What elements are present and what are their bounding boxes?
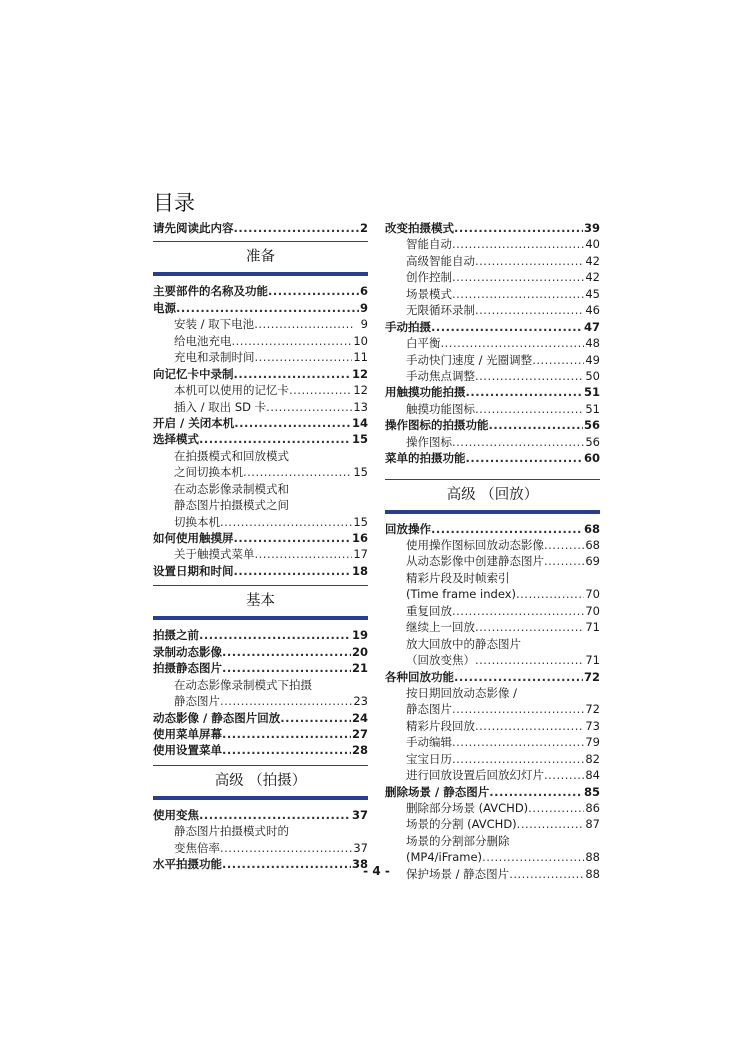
- toc-entry[interactable]: [153, 660, 368, 676]
- toc-entry-title: 录制动态影像: [153, 644, 222, 659]
- dot-leader: [452, 434, 584, 450]
- dot-leader: [454, 220, 583, 236]
- toc-entry-title: 使用设置菜单: [153, 743, 222, 758]
- toc-entry-title: (MP4/iFrame): [406, 850, 483, 865]
- dot-leader: [289, 382, 352, 398]
- toc-entry-title: 给电池充电: [174, 333, 232, 348]
- toc-entry-page: 47: [583, 319, 600, 334]
- toc-entry-title: 开启 / 关闭本机: [153, 415, 235, 430]
- toc-entry-page: 73: [585, 718, 600, 733]
- dot-leader: [544, 553, 584, 569]
- toc-entry-page: 40: [585, 237, 600, 252]
- dot-leader: [475, 619, 584, 635]
- toc-entry-title: 操作图标的拍摄功能: [385, 418, 489, 433]
- toc-entry-title: (Time frame index): [406, 587, 516, 602]
- toc-entry[interactable]: [385, 352, 600, 368]
- toc-entry[interactable]: [153, 693, 368, 709]
- dot-leader: [489, 784, 583, 800]
- toc-entry-title: 从动态影像中创建静态图片: [406, 554, 544, 569]
- toc-entry-page: 68: [585, 538, 600, 552]
- toc-entry-page: 15: [353, 465, 368, 480]
- toc-entry-page: 6: [359, 284, 368, 299]
- dot-leader: [243, 464, 352, 480]
- toc-entry[interactable]: [153, 382, 368, 398]
- toc-entry-title: 静态图片拍摄模式之间: [174, 498, 289, 513]
- toc-entry-continued: [153, 448, 368, 464]
- dot-leader: [452, 236, 584, 252]
- dot-leader: [452, 701, 584, 717]
- toc-entry-title: 使用变焦: [153, 807, 199, 822]
- dot-leader: [268, 283, 359, 299]
- toc-entry-page: 11: [353, 350, 368, 365]
- dot-leader: [234, 366, 351, 382]
- toc-entry-page: 38: [351, 857, 368, 872]
- toc-entry-title: 在拍摄模式和回放模式: [174, 448, 289, 463]
- toc-entry-page: 37: [351, 807, 368, 822]
- dot-leader: [220, 693, 352, 709]
- toc-entry-page: 45: [585, 286, 600, 301]
- toc-entry-title: 动态影像 / 静态图片回放: [153, 710, 281, 725]
- toc-entry[interactable]: [153, 563, 368, 579]
- toc-entry-title: 场景的分割 (AVCHD): [406, 817, 517, 832]
- dot-leader: [431, 521, 583, 537]
- toc-entry-title: 场景的分割部分删除: [406, 833, 510, 848]
- toc-entry[interactable]: [385, 718, 600, 734]
- toc-entry-title: 放大回放中的静态图片: [406, 636, 521, 651]
- toc-entry[interactable]: [153, 366, 368, 382]
- dot-leader: [466, 450, 583, 466]
- toc-entry-page: 70: [585, 603, 600, 618]
- toc-entry-page: 14: [351, 415, 368, 430]
- toc-entry-page: 20: [351, 644, 368, 659]
- toc-entry-page: 86: [585, 801, 600, 815]
- toc-entry-page: 51: [585, 401, 600, 416]
- toc-entry-title: 操作图标: [406, 434, 452, 449]
- toc-entry[interactable]: [385, 384, 600, 400]
- dot-leader: [466, 384, 583, 400]
- dot-leader: [222, 742, 351, 758]
- toc-entry-title: 电源: [153, 300, 176, 315]
- dot-leader: [441, 335, 585, 351]
- toc-entry-page: 28: [351, 743, 368, 758]
- toc-entry-page: 69: [585, 554, 600, 569]
- dot-leader: [452, 751, 584, 767]
- toc-entry-page: 24: [351, 710, 368, 725]
- section-heading: 高级 （回放）: [385, 479, 600, 514]
- toc-entry-title: 静态图片: [406, 702, 452, 717]
- dot-leader: [232, 333, 353, 349]
- toc-entry[interactable]: [153, 807, 368, 823]
- toc-left-column: [153, 220, 368, 873]
- dot-leader: [255, 546, 353, 562]
- toc-entry[interactable]: [153, 220, 368, 236]
- dot-leader: [532, 352, 584, 368]
- toc-entry-title: 保护场景 / 静态图片: [406, 866, 510, 881]
- toc-entry-page: 42: [585, 253, 600, 268]
- toc-entry-title: 删除场景 / 静态图片: [385, 784, 490, 799]
- toc-entry[interactable]: [385, 302, 600, 318]
- toc-entry-page: 87: [585, 817, 600, 832]
- toc-entry[interactable]: [385, 236, 600, 252]
- toc-entry-title: 如何使用触摸屏: [153, 531, 234, 545]
- toc-entry-continued: [153, 497, 368, 513]
- toc-entry[interactable]: [385, 537, 600, 553]
- dot-leader: [489, 417, 583, 433]
- toc-entry-title: 变焦倍率: [174, 840, 220, 855]
- page-number: - 4 -: [363, 864, 390, 878]
- dot-leader: [475, 718, 584, 734]
- toc-entry[interactable]: [385, 335, 600, 351]
- toc-entry-continued: [153, 481, 368, 497]
- dot-leader: [234, 530, 351, 546]
- toc-entry[interactable]: [153, 333, 368, 349]
- dot-leader: [266, 399, 352, 415]
- toc-entry-title: 使用菜单屏幕: [153, 726, 222, 741]
- toc-entry-page: 18: [351, 563, 368, 578]
- toc-entry-page: 12: [353, 383, 368, 398]
- dot-leader: [475, 253, 584, 269]
- toc-entry[interactable]: [153, 399, 368, 415]
- toc-entry-page: 9: [359, 300, 368, 315]
- toc-entry-title: 高级智能自动: [406, 253, 475, 268]
- toc-entry[interactable]: [385, 586, 600, 602]
- toc-entry-title: 设置日期和时间: [153, 563, 234, 578]
- toc-entry-page: 51: [583, 385, 600, 400]
- toc-entry[interactable]: [385, 669, 600, 685]
- dot-leader: [517, 816, 585, 832]
- toc-entry-page: 79: [585, 735, 600, 750]
- toc-entry-page: 21: [351, 661, 368, 676]
- toc-entry-title: 回放操作: [385, 521, 431, 536]
- toc-entry-title: 向记忆卡中录制: [153, 366, 234, 381]
- toc-entry[interactable]: [153, 514, 368, 530]
- toc-entry[interactable]: [385, 401, 600, 417]
- dot-leader: [222, 726, 351, 742]
- dot-leader: [452, 269, 584, 285]
- toc-right-column: [385, 220, 600, 882]
- toc-entry-title: 在动态影像录制模式和: [174, 481, 289, 496]
- toc-entry-page: 16: [351, 531, 368, 545]
- toc-entry[interactable]: [153, 530, 368, 546]
- toc-entry-title: 无限循环录制: [406, 303, 475, 318]
- toc-entry-title: 在动态影像录制模式下拍摄: [174, 677, 312, 692]
- section-heading: 基本: [153, 585, 368, 620]
- toc-entry-title: 本机可以使用的记忆卡: [174, 383, 289, 398]
- dot-leader: [544, 767, 584, 783]
- page-title: 目录: [153, 191, 195, 215]
- toc-entry[interactable]: [385, 784, 600, 800]
- toc-entry-page: 10: [353, 333, 368, 348]
- toc-entry-title: 白平衡: [406, 336, 441, 351]
- dot-leader: [452, 286, 584, 302]
- toc-entry-page: 88: [585, 866, 600, 881]
- toc-entry-title: 重复回放: [406, 603, 452, 618]
- toc-entry-title: 各种回放功能: [385, 669, 454, 684]
- toc-entry-page: 72: [585, 702, 600, 717]
- toc-entry-title: 手动拍摄: [385, 319, 431, 334]
- dot-leader: [234, 415, 351, 431]
- toc-entry-page: 15: [353, 514, 368, 529]
- toc-entry-title: 菜单的拍摄功能: [385, 451, 466, 466]
- toc-entry-title: 继续上一回放: [406, 620, 475, 635]
- toc-entry[interactable]: [153, 710, 368, 726]
- toc-entry-page: 68: [583, 521, 600, 536]
- toc-entry-page: 42: [585, 270, 600, 285]
- toc-entry-page: 50: [585, 368, 600, 383]
- dot-leader: [222, 644, 351, 660]
- dot-leader: [475, 302, 584, 318]
- toc-entry[interactable]: [153, 349, 368, 365]
- dot-leader: [452, 603, 584, 619]
- toc-entry[interactable]: [153, 627, 368, 643]
- toc-entry[interactable]: [385, 767, 600, 783]
- toc-entry[interactable]: [385, 800, 600, 816]
- toc-entry-title: 用触摸功能拍摄: [385, 385, 466, 400]
- dot-leader: [234, 563, 351, 579]
- toc-entry-page: 71: [585, 620, 600, 635]
- toc-entry-page: 72: [583, 669, 600, 684]
- toc-entry-page: 27: [351, 726, 368, 741]
- toc-entry[interactable]: [385, 603, 600, 619]
- dot-leader: [516, 586, 584, 602]
- toc-entry[interactable]: [385, 816, 600, 832]
- toc-entry-continued: [385, 685, 600, 701]
- toc-entry[interactable]: [153, 464, 368, 480]
- toc-entry[interactable]: [385, 220, 600, 236]
- toc-entry-title: 主要部件的名称及功能: [153, 284, 268, 299]
- section-heading: 准备: [153, 241, 368, 276]
- toc-entry-page: 12: [351, 366, 368, 381]
- toc-entry-title: 触摸功能图标: [406, 401, 475, 416]
- toc-entry[interactable]: [385, 269, 600, 285]
- toc-entry-page: 49: [585, 352, 600, 367]
- toc-entry-title: 手动快门速度 / 光圈调整: [406, 352, 533, 367]
- toc-entry-title: 宝宝日历: [406, 751, 452, 766]
- toc-entry-title: 按日期回放动态影像 /: [406, 685, 518, 700]
- dot-leader: [220, 514, 352, 530]
- toc-entry-title: 选择模式: [153, 432, 199, 447]
- dot-leader: [255, 349, 353, 365]
- toc-entry[interactable]: [385, 417, 600, 433]
- toc-entry-page: 88: [585, 850, 600, 865]
- toc-entry[interactable]: [153, 283, 368, 299]
- toc-entry-title: 拍摄之前: [153, 628, 199, 643]
- toc-entry[interactable]: [385, 701, 600, 717]
- dot-leader: [528, 800, 584, 816]
- toc-entry-page: 13: [353, 399, 368, 414]
- toc-entry-page: 48: [585, 336, 600, 351]
- toc-entry[interactable]: [153, 726, 368, 742]
- toc-entry-page: 19: [351, 628, 368, 643]
- toc-entry-title: 创作控制: [406, 270, 452, 285]
- dot-leader: [199, 627, 351, 643]
- toc-entry-page: 46: [585, 303, 600, 318]
- toc-entry-page: 2: [359, 221, 368, 235]
- toc-entry-page: 84: [585, 768, 600, 783]
- toc-entry-title: 关于触摸式菜单: [174, 547, 255, 562]
- toc-entry-page: 85: [583, 784, 600, 799]
- dot-leader: [452, 734, 584, 750]
- dot-leader: [475, 652, 584, 668]
- dot-leader: [431, 319, 583, 335]
- toc-entry[interactable]: [385, 619, 600, 635]
- toc-entry-title: 场景模式: [406, 286, 452, 301]
- toc-entry[interactable]: [153, 415, 368, 431]
- toc-entry-title: 智能自动: [406, 237, 452, 252]
- toc-entry[interactable]: [385, 652, 600, 668]
- dot-leader: [475, 368, 584, 384]
- toc-entry-continued: [153, 823, 368, 839]
- toc-entry-title: 插入 / 取出 SD 卡: [174, 399, 267, 414]
- toc-entry-title: 静态图片: [174, 694, 220, 709]
- toc-entry-page: 70: [585, 587, 600, 602]
- toc-entry[interactable]: [385, 368, 600, 384]
- toc-entry[interactable]: [153, 300, 368, 316]
- toc-entry-title: 使用操作图标回放动态影像: [406, 538, 544, 552]
- toc-entry[interactable]: [385, 553, 600, 569]
- toc-entry-title: 进行回放设置后回放幻灯片: [406, 768, 544, 783]
- toc-entry-title: 水平拍摄功能: [153, 857, 222, 872]
- dot-leader: [199, 807, 351, 823]
- toc-entry[interactable]: [153, 742, 368, 758]
- toc-entry-title: 精彩片段回放: [406, 718, 475, 733]
- dot-leader: [544, 537, 584, 553]
- toc-entry-continued: [385, 833, 600, 849]
- dot-leader: [254, 316, 353, 332]
- toc-entry-title: （回放变焦）: [406, 653, 475, 668]
- toc-entry-title: 手动焦点调整: [406, 368, 475, 383]
- toc-entry[interactable]: [153, 644, 368, 660]
- toc-entry[interactable]: [153, 546, 368, 562]
- dot-leader: [280, 710, 351, 726]
- toc-entry-page: 60: [583, 451, 600, 466]
- toc-entry-page: 56: [585, 434, 600, 449]
- toc-entry-page: 9: [360, 317, 368, 332]
- toc-entry-title: 充电和录制时间: [174, 350, 255, 365]
- toc-entry-page: 56: [583, 418, 600, 433]
- toc-entry-title: 安装 / 取下电池: [174, 317, 255, 332]
- toc-entry-title: 切换本机: [174, 514, 220, 529]
- toc-entry[interactable]: [385, 734, 600, 750]
- toc-entry[interactable]: [385, 751, 600, 767]
- toc-entry-title: 静态图片拍摄模式时的: [174, 824, 289, 839]
- toc-entry-title: 请先阅读此内容: [153, 221, 234, 235]
- toc-entry-page: 15: [351, 432, 368, 447]
- toc-entry-title: 改变拍摄模式: [385, 221, 454, 235]
- dot-leader: [454, 669, 583, 685]
- toc-entry-page: 82: [585, 751, 600, 766]
- dot-leader: [475, 401, 584, 417]
- toc-entry[interactable]: [385, 253, 600, 269]
- dot-leader: [176, 300, 359, 316]
- toc-entry-page: 37: [353, 840, 368, 855]
- toc-entry-title: 拍摄静态图片: [153, 661, 222, 676]
- section-heading: 高级 （拍摄）: [153, 765, 368, 800]
- toc-entry[interactable]: [153, 316, 368, 332]
- toc-entry-page: 39: [583, 221, 600, 235]
- toc-entry[interactable]: [385, 434, 600, 450]
- toc-entry-page: 71: [585, 653, 600, 668]
- dot-leader: [199, 431, 351, 447]
- toc-entry-continued: [385, 570, 600, 586]
- toc-entry[interactable]: [153, 840, 368, 856]
- dot-leader: [234, 220, 359, 236]
- toc-entry[interactable]: [385, 319, 600, 335]
- toc-entry[interactable]: [385, 450, 600, 466]
- toc-entry[interactable]: [153, 431, 368, 447]
- toc-entry[interactable]: [385, 521, 600, 537]
- toc-entry-continued: [385, 636, 600, 652]
- dot-leader: [220, 840, 352, 856]
- toc-entry-title: 之间切换本机: [174, 465, 243, 480]
- toc-entry-title: 删除部分场景 (AVCHD): [406, 801, 529, 815]
- toc-entry[interactable]: [385, 286, 600, 302]
- dot-leader: [222, 660, 351, 676]
- toc-entry-page: 23: [353, 694, 368, 709]
- toc-entry-title: 精彩片段及时帧索引: [406, 570, 510, 585]
- toc-entry-page: 17: [353, 547, 368, 562]
- toc-entry-continued: [153, 677, 368, 693]
- toc-entry-title: 手动编辑: [406, 735, 452, 750]
